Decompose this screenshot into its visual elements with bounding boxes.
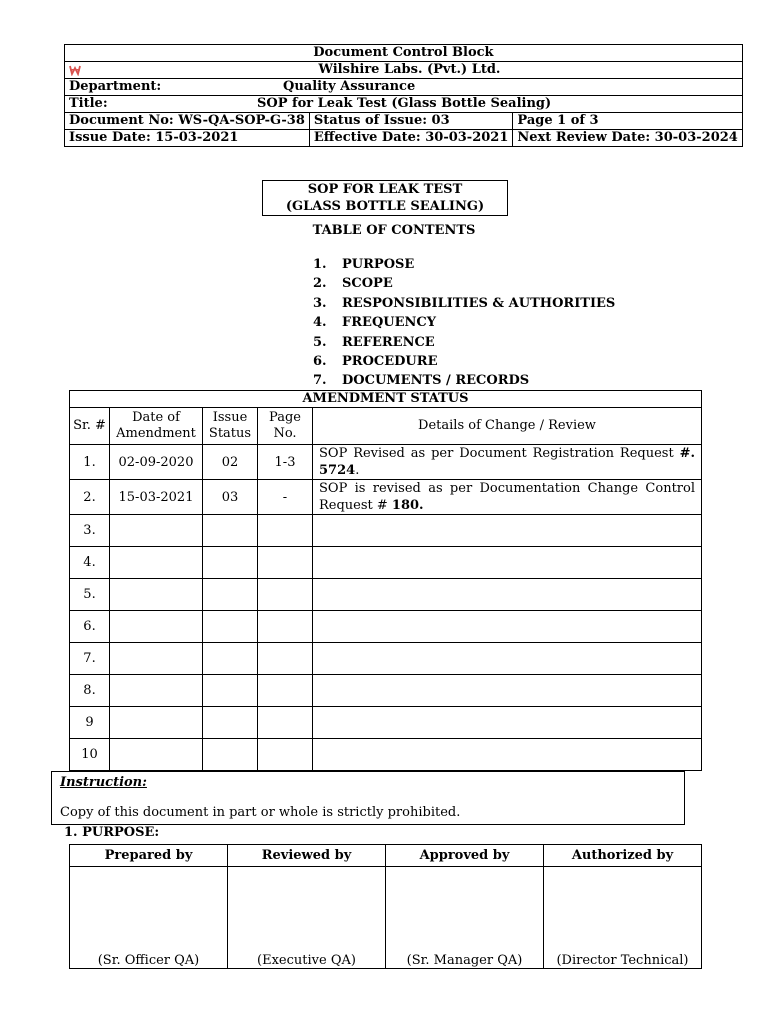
page-count: Page 1 of 3 [513,113,742,130]
prepared-by-role: (Sr. Officer QA) [70,867,228,969]
toc-item[interactable]: 5. REFERENCE [313,334,435,350]
signature-table [69,844,702,969]
status-of-issue: Status of Issue: 03 [309,113,513,130]
table-row: 7. [70,643,702,675]
toc-item[interactable]: 1. PURPOSE [313,257,415,272]
authorized-by-role: (Director Technical) [544,867,702,969]
title-label: Title: [69,96,108,111]
col-sr: Sr. # [70,408,110,445]
toc-item[interactable]: 6. PROCEDURE [313,353,438,369]
toc-title: TABLE OF CONTENTS [312,223,476,238]
table-row: 6. [70,611,702,643]
effective-date: Effective Date: 30-03-2021 [309,130,513,147]
control-block-heading: Document Control Block [65,45,743,62]
table-of-contents [313,255,615,391]
toc-item[interactable]: 2. SCOPE [313,276,393,292]
sop-title-line2: (GLASS BOTTLE SEALING) [285,199,485,214]
department-value: Quality Assurance [283,79,416,94]
toc-item[interactable]: 7. DOCUMENTS / RECORDS [313,373,530,389]
reviewed-by-header: Reviewed by [228,845,386,867]
col-page: Page No. [258,408,313,445]
amendment-status-table [69,390,702,771]
company-logo-icon [69,64,81,76]
sop-title-line1: SOP FOR LEAK TEST [307,182,463,197]
instruction-text: Copy of this document in part or whole is strictly prohibited. [60,805,461,820]
toc-item[interactable]: 4. FREQUENCY [313,315,437,331]
table-row: 2. 15-03-2021 03 - SOP is revised as per Documentation Change Control Request # 180. [70,480,702,515]
table-row: 1. 02-09-2020 02 1-3 SOP Revised as per Document Registration Request #. 5724. [70,445,702,480]
purpose-heading: 1. PURPOSE: [64,825,160,840]
instruction-title: Instruction: [60,775,147,790]
next-review-date: Next Review Date: 30-03-2024 [513,130,742,147]
authorized-by-header: Authorized by [544,845,702,867]
table-row: 5. [70,579,702,611]
table-row: 3. [70,515,702,547]
reviewed-by-role: (Executive QA) [228,867,386,969]
approved-by-header: Approved by [386,845,544,867]
toc-item[interactable]: 3. RESPONSIBILITIES & AUTHORITIES [313,295,616,311]
document-number: Document No: WS-QA-SOP-G-38 [65,113,310,130]
col-date: Date of Amendment [110,408,203,445]
department-label: Department: [69,79,162,94]
issue-date: Issue Date: 15-03-2021 [65,130,310,147]
document-control-block [64,44,743,147]
company-name: Wilshire Labs. (Pvt.) Ltd. [318,62,501,77]
prepared-by-header: Prepared by [70,845,228,867]
table-row: 4. [70,547,702,579]
table-row: 9 [70,707,702,739]
amendment-title: AMENDMENT STATUS [70,391,702,408]
title-value: SOP for Leak Test (Glass Bottle Sealing) [257,96,552,111]
instruction-box [51,771,685,825]
col-details: Details of Change / Review [313,408,702,445]
col-issue: Issue Status [203,408,258,445]
sop-title-box [262,180,508,216]
approved-by-role: (Sr. Manager QA) [386,867,544,969]
table-row: 8. [70,675,702,707]
table-row: 10 [70,739,702,771]
